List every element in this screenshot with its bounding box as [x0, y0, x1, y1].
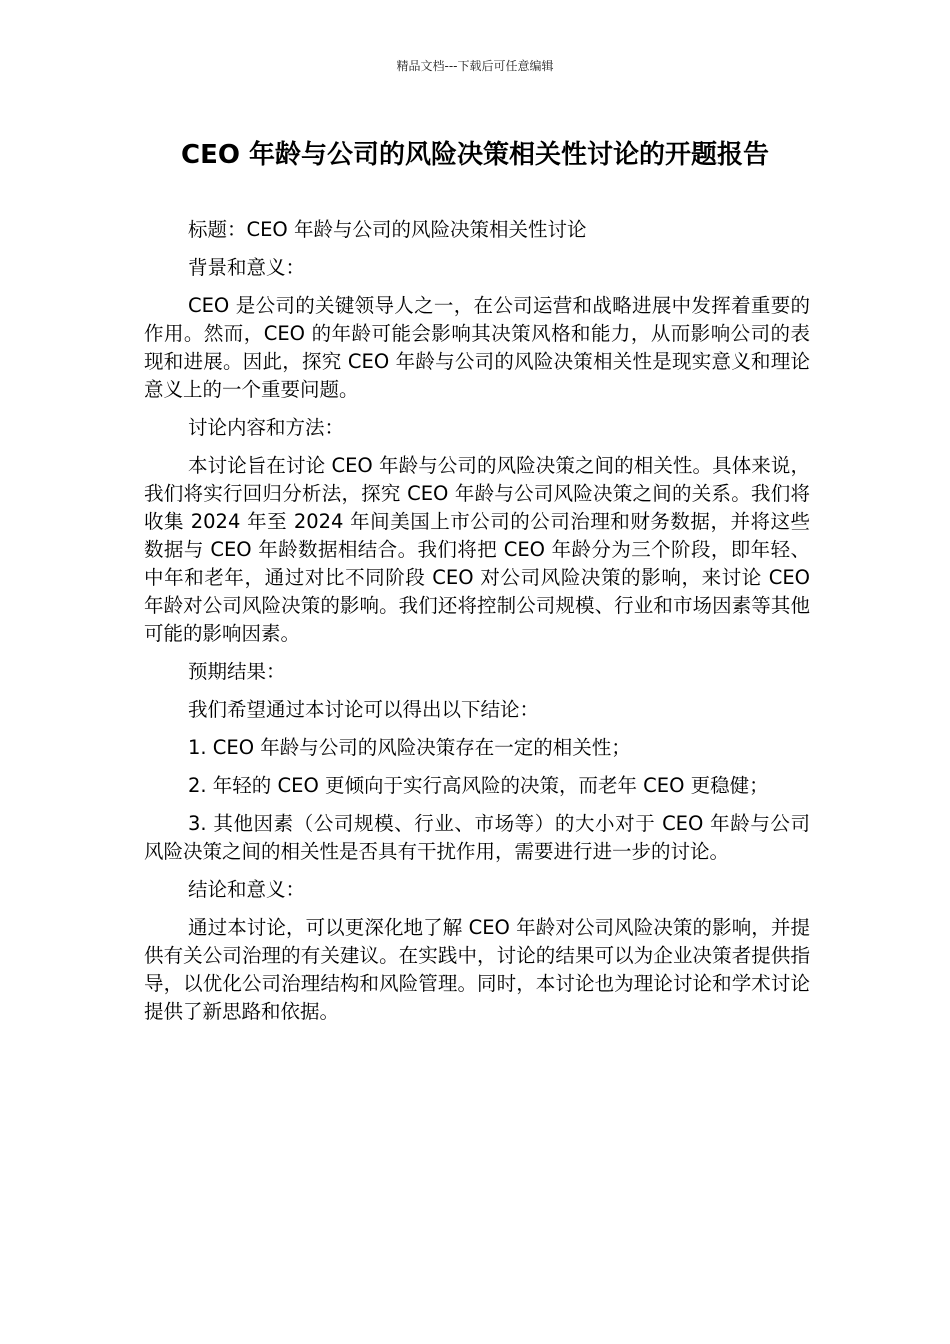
heading-expected-results: 预期结果：: [188, 660, 286, 683]
paragraph-content-methods: 本讨论旨在讨论 CEO 年龄与公司的风险决策之间的相关性。具体来说，我们将实行回归分析法，探究 CEO 年龄与公司风险决策之间的关系。我们将收集 2024 年至 2024 年间美国上市公司的公司治理和财务数据，并将这些数据与 CEO 年龄数据相结合。我们将把 CEO 年龄分为三个阶段，即年轻、中年和老年，通过对比不同阶段 CEO 对公司风险决策的影响，来讨论 CEO 年龄对公司风险决策的影响。我们还将控制公司规模、行业和市场因素等其他可能的影响因素。: [144, 454, 810, 645]
heading-conclusion: 结论和意义：: [188, 878, 306, 901]
list-item-result-3: 3. 其他因素（公司规模、行业、市场等）的大小对于 CEO 年龄与公司风险决策之间的相关性是否具有干扰作用，需要进行进一步的讨论。: [144, 812, 810, 863]
header-note: 精品文档---下载后可任意编辑: [396, 59, 554, 73]
heading-background: 背景和意义：: [188, 256, 306, 279]
list-item-result-1: 1. CEO 年龄与公司的风险决策存在一定的相关性；: [188, 736, 631, 759]
heading-content-methods: 讨论内容和方法：: [188, 416, 345, 439]
list-item-result-2: 2. 年轻的 CEO 更倾向于实行高风险的决策，而老年 CEO 更稳健；: [188, 774, 769, 797]
paragraph-conclusion: 通过本讨论，可以更深化地了解 CEO 年龄对公司风险决策的影响，并提供有关公司治理的有关建议。在实践中，讨论的结果可以为企业决策者提供指导，以优化公司治理结构和风险管理。同时，本讨论也为理论讨论和学术讨论提供了新思路和依据。: [144, 916, 810, 1023]
paragraph-expected-intro: 我们希望通过本讨论可以得出以下结论：: [188, 698, 540, 721]
document-body: [144, 216, 810, 1036]
paragraph-background: CEO 是公司的关键领导人之一，在公司运营和战略进展中发挥着重要的作用。然而，CEO 的年龄可能会影响其决策风格和能力，从而影响公司的表现和进展。因此，探究 CEO 年龄与公司的风险决策相关性是现实意义和理论意义上的一个重要问题。: [144, 294, 810, 401]
document-title: CEO 年龄与公司的风险决策相关性讨论的开题报告: [181, 140, 769, 170]
paragraph-subject: 标题：CEO 年龄与公司的风险决策相关性讨论: [188, 218, 587, 241]
